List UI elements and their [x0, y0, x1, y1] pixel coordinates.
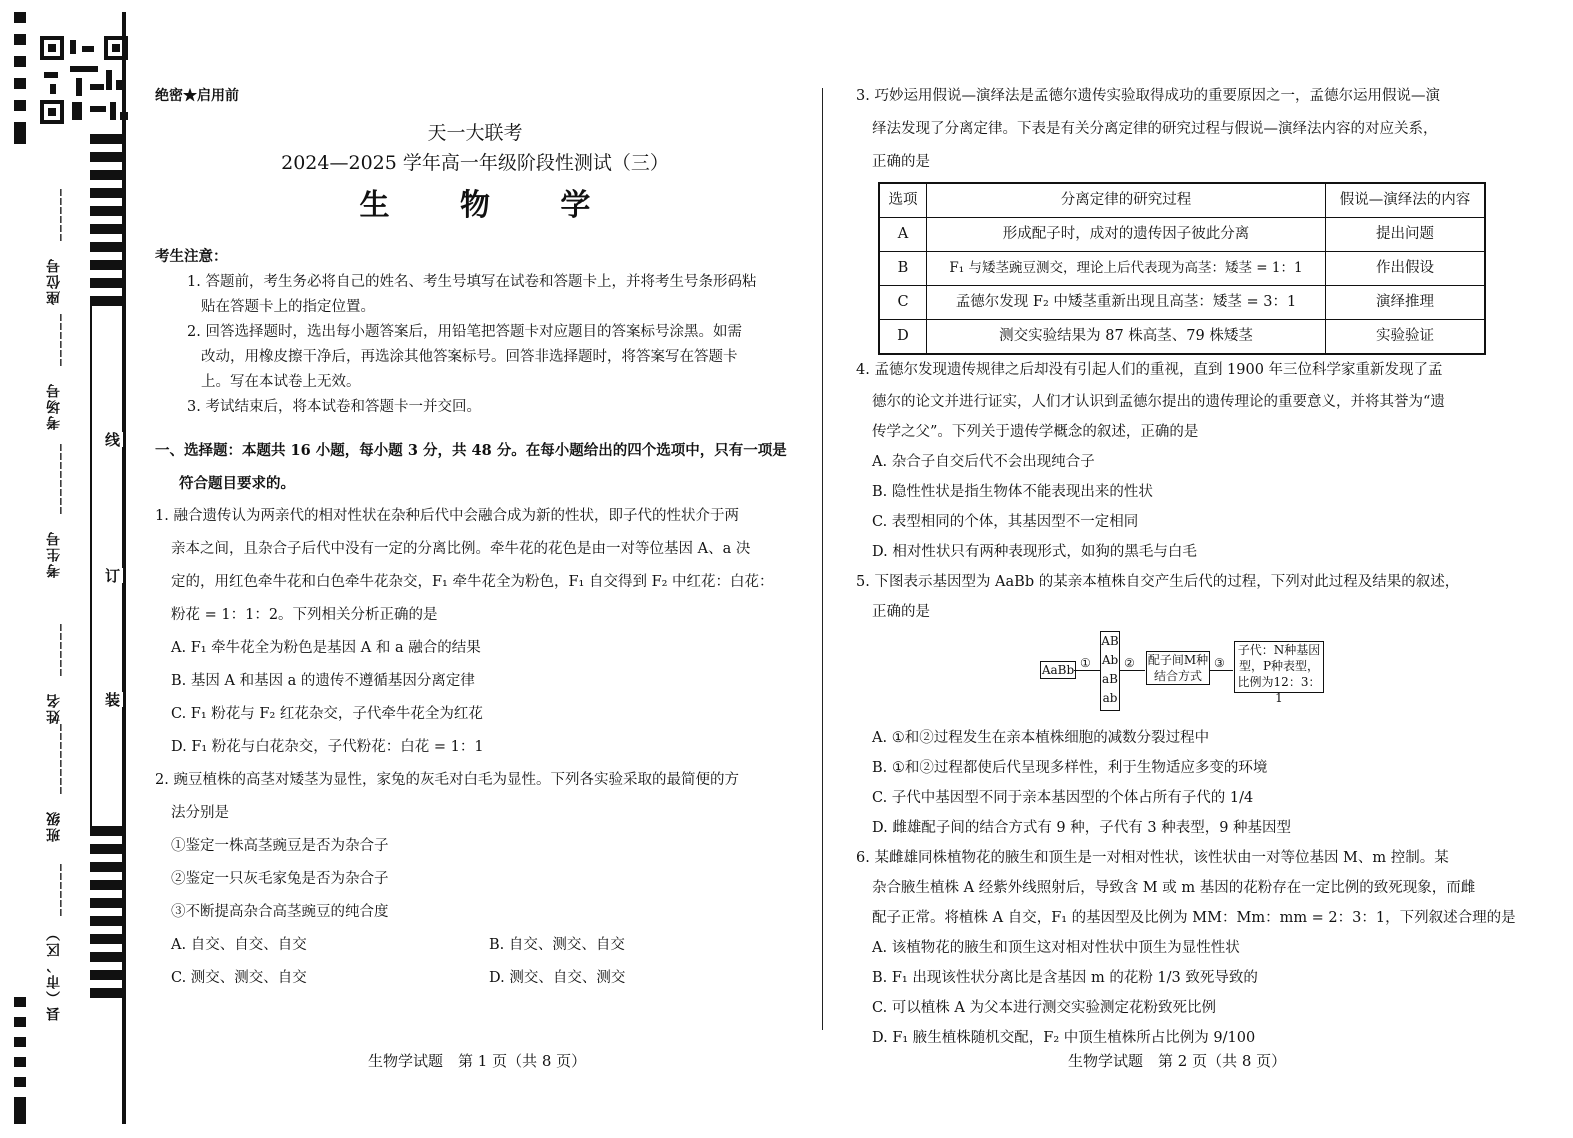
q5-option-c: C. 子代中基因型不同于亲本基因型的个体占所有子代的 1/4 — [872, 790, 1254, 806]
section-heading: 一、选择题：本题共 16 小题，每小题 3 分，共 48 分。在每小题给出的四个选项中，只有一项是 — [155, 442, 787, 459]
table-cell: 作出假设 — [1326, 252, 1486, 286]
q4-stem: 传学之父”。下列关于遗传学概念的叙述，正确的是 — [872, 424, 1199, 440]
qr-code — [40, 36, 128, 124]
table-cell: 演绎推理 — [1326, 286, 1486, 320]
q4-option-c: C. 表型相同的个体，其基因型不一定相同 — [872, 514, 1139, 530]
offspring-line: 比例为12：3：1 — [1237, 675, 1321, 705]
q6-stem: 6. 某雌雄同株植物花的腋生和顶生是一对相对性状，该性状由一对等位基因 M、m 控制。某 — [856, 850, 1449, 866]
q6-option-a: A. 该植物花的腋生和顶生这对相对性状中顶生为显性性状 — [872, 940, 1240, 956]
table-row — [879, 320, 1485, 355]
right-column — [856, 80, 1516, 1053]
table-header-cell: 选项 — [879, 183, 927, 218]
q3-stem: 绎法发现了分离定律。下表是有关分离定律的研究过程与假说—演绎法内容的对应关系， — [872, 121, 1438, 137]
diagram-gametes-box — [1100, 631, 1120, 711]
candidate-number-label: 考生号 ________ — [46, 442, 62, 578]
q1-option-a: A. F₁ 牵牛花全为粉色是基因 A 和 a 融合的结果 — [171, 640, 481, 656]
notice-title: 考生注意： — [155, 248, 228, 265]
q2-item: ②鉴定一只灰毛家兔是否为杂合子 — [171, 871, 389, 887]
table-cell: D — [879, 320, 927, 355]
table-header-cell: 分离定律的研究过程 — [927, 183, 1326, 218]
q1-stem: 定的，用红色牵牛花和白色牵牛花杂交，F₁ 牵牛花全为粉色，F₁ 自交得到 F₂ 中红花：白花： — [171, 574, 774, 590]
notice-line: 上。写在本试卷上无效。 — [201, 374, 361, 390]
q2-options-row — [155, 962, 795, 995]
q1-option-c: C. F₁ 粉花与 F₂ 红花杂交，子代牵牛花全为红花 — [171, 706, 483, 722]
q2-option-a: A. 自交、自交、自交 — [171, 937, 307, 953]
table-cell: F₁ 与矮茎豌豆测交，理论上后代表现为高茎：矮茎 = 1：1 — [927, 252, 1326, 286]
q5-stem: 正确的是 — [872, 604, 930, 620]
q3-stem: 3. 巧妙运用假说—演绎法是孟德尔遗传实验取得成功的重要原因之一，孟德尔运用假说—演 — [856, 88, 1440, 104]
cut-mark-line: 线 — [103, 432, 121, 447]
class-label: 班级 ________ — [46, 722, 62, 842]
notice-line: 3. 考试结束后，将本试卷和答题卡一并交回。 — [187, 399, 481, 415]
table-cell: 提出问题 — [1326, 218, 1486, 252]
q3-stem: 正确的是 — [872, 154, 930, 170]
footer-right: 生物学试题 第 2 页（共 8 页） — [1068, 1052, 1287, 1070]
county-label: 县（市、区） ______ — [46, 862, 62, 1021]
footer-left: 生物学试题 第 1 页（共 8 页） — [368, 1052, 587, 1070]
table-cell: A — [879, 218, 927, 252]
notice-line: 2. 回答选择题时，选出每小题答案后，用铅笔把答题卡对应题目的答案标号涂黑。如需 — [187, 324, 742, 340]
gamete: ab — [1102, 691, 1118, 705]
q2-option-c: C. 测交、测交、自交 — [171, 970, 307, 986]
q4-stem: 德尔的论文并进行证实，人们才认识到孟德尔提出的遗传理论的重要意义，并将其誉为“遗 — [872, 394, 1445, 410]
arrow-line — [1119, 670, 1145, 671]
q1-stem: 亲本之间，且杂合子后代中没有一定的分离比例。牵牛花的花色是由一对等位基因 A、a 决 — [171, 541, 751, 557]
diagram-offspring-box — [1234, 641, 1324, 705]
table-cell: 实验验证 — [1326, 320, 1486, 355]
subject-title: 生 物 学 — [359, 188, 621, 223]
gamete: Ab — [1101, 653, 1119, 667]
q3-table — [878, 182, 1486, 355]
q5-option-d: D. 雌雄配子间的结合方式有 9 种，子代有 3 种表型，9 种基因型 — [872, 820, 1292, 836]
combine-line: 结合方式 — [1153, 669, 1202, 683]
q2-item: ①鉴定一株高茎豌豆是否为杂合子 — [171, 838, 389, 854]
arrow-line — [1209, 670, 1233, 671]
q5-diagram — [856, 627, 1496, 723]
diagram-combine-box — [1146, 651, 1210, 685]
q2-option-b: B. 自交、测交、自交 — [489, 937, 625, 953]
q6-stem: 杂合腋生植株 A 经紫外线照射后，导致含 M 或 m 基因的花粉存在一定比例的致死现象，而雌 — [872, 880, 1476, 896]
q5-option-b: B. ①和②过程都使后代呈现多样性，利于生物适应多变的环境 — [872, 760, 1268, 776]
q2-stem: 法分别是 — [171, 805, 229, 821]
column-divider — [822, 88, 823, 1030]
diagram-parent-box: AaBb — [1041, 663, 1075, 677]
q1-option-b: B. 基因 A 和基因 a 的遗传不遵循基因分离定律 — [171, 673, 475, 689]
q2-stem: 2. 豌豆植株的高茎对矮茎为显性，家兔的灰毛对白毛为显性。下列各实验采取的最简便的方 — [155, 772, 739, 788]
table-cell: B — [879, 252, 927, 286]
table-header-cell: 假说—演绎法的内容 — [1326, 183, 1486, 218]
table-header-row — [879, 183, 1485, 218]
q6-option-c: C. 可以植株 A 为父本进行测交实验测定花粉致死比例 — [872, 1000, 1216, 1016]
table-row — [879, 252, 1485, 286]
q6-option-b: B. F₁ 出现该性状分离比是含基因 m 的花粉 1/3 致死导致的 — [872, 970, 1258, 986]
left-column — [155, 80, 795, 995]
q2-option-d: D. 测交、自交、测交 — [489, 970, 626, 986]
table-row — [879, 286, 1485, 320]
q1-stem: 粉花 = 1：1：2。下列相关分析正确的是 — [171, 607, 438, 623]
name-label: 姓名 ______ — [46, 622, 62, 724]
room-label: 考场号 ______ — [46, 312, 62, 430]
table-cell: 孟德尔发现 F₂ 中矮茎重新出现且高茎：矮茎 = 3：1 — [927, 286, 1326, 320]
notice-line: 1. 答题前，考生务必将自己的姓名、考生号填写在试卷和答题卡上，并将考生号条形码粘 — [187, 274, 757, 290]
diagram-step2: ② — [1124, 656, 1135, 670]
q4-stem: 4. 孟德尔发现遗传规律之后却没有引起人们的重视，直到 1900 年三位科学家重新发现了孟 — [856, 362, 1443, 378]
cut-mark-stitch: 装 — [103, 692, 121, 707]
table-cell: 测交实验结果为 87 株高茎、79 株矮茎 — [927, 320, 1326, 355]
q4-option-d: D. 相对性状只有两种表现形式，如狗的黑毛与白毛 — [872, 544, 1197, 560]
q4-option-a: A. 杂合子自交后代不会出现纯合子 — [872, 454, 1095, 470]
offspring-line: 型，P种表型， — [1238, 659, 1320, 673]
cut-mark-bind: 订 — [103, 568, 121, 583]
q3-table-wrap — [856, 182, 1496, 355]
combine-line: 配子间M种 — [1147, 653, 1209, 667]
table-cell: 形成配子时，成对的遗传因子彼此分离 — [927, 218, 1326, 252]
table-row — [879, 218, 1485, 252]
secret-mark: 绝密★启用前 — [155, 88, 239, 104]
q1-option-d: D. F₁ 粉花与白花杂交，子代粉花：白花 = 1：1 — [171, 739, 484, 755]
notice-line: 贴在答题卡上的指定位置。 — [201, 299, 375, 315]
exam-title: 2024—2025 学年高一年级阶段性测试（三） — [281, 152, 669, 174]
q5-stem: 5. 下图表示基因型为 AaBb 的某亲本植株自交产生后代的过程，下列对此过程及结果的叙述， — [856, 574, 1460, 590]
diagram-step1: ① — [1080, 656, 1091, 670]
q2-item: ③不断提高杂合高茎豌豆的纯合度 — [171, 904, 389, 920]
offspring-line: 子代：N种基因 — [1237, 643, 1321, 657]
q4-option-b: B. 隐性性状是指生物体不能表现出来的性状 — [872, 484, 1153, 500]
q2-options-row — [155, 929, 795, 962]
q6-stem: 配子正常。将植株 A 自交，F₁ 的基因型及比例为 MM：Mm：mm = 2：3：1，下列叙述合理的是 — [872, 910, 1516, 926]
binding-strip — [14, 12, 126, 1124]
seat-label: 座位号 ______ — [46, 187, 62, 305]
table-cell: C — [879, 286, 927, 320]
exam-org: 天一大联考 — [427, 122, 523, 144]
arrow-line — [1074, 670, 1100, 671]
q1-stem: 1. 融合遗传认为两亲代的相对性状在杂种后代中会融合成为新的性状，即子代的性状介于两 — [155, 508, 739, 524]
gamete: AB — [1101, 634, 1119, 648]
gamete: aB — [1102, 672, 1118, 686]
q5-option-a: A. ①和②过程发生在亲本植株细胞的减数分裂过程中 — [872, 730, 1210, 746]
q6-option-d: D. F₁ 腋生植株随机交配，F₂ 中顶生植株所占比例为 9/100 — [872, 1030, 1256, 1046]
section-heading-cont: 符合题目要求的。 — [179, 475, 295, 492]
notice-line: 改动，用橡皮擦干净后，再选涂其他答案标号。回答非选择题时，将答案写在答题卡 — [201, 349, 738, 365]
diagram-step3: ③ — [1214, 656, 1225, 670]
